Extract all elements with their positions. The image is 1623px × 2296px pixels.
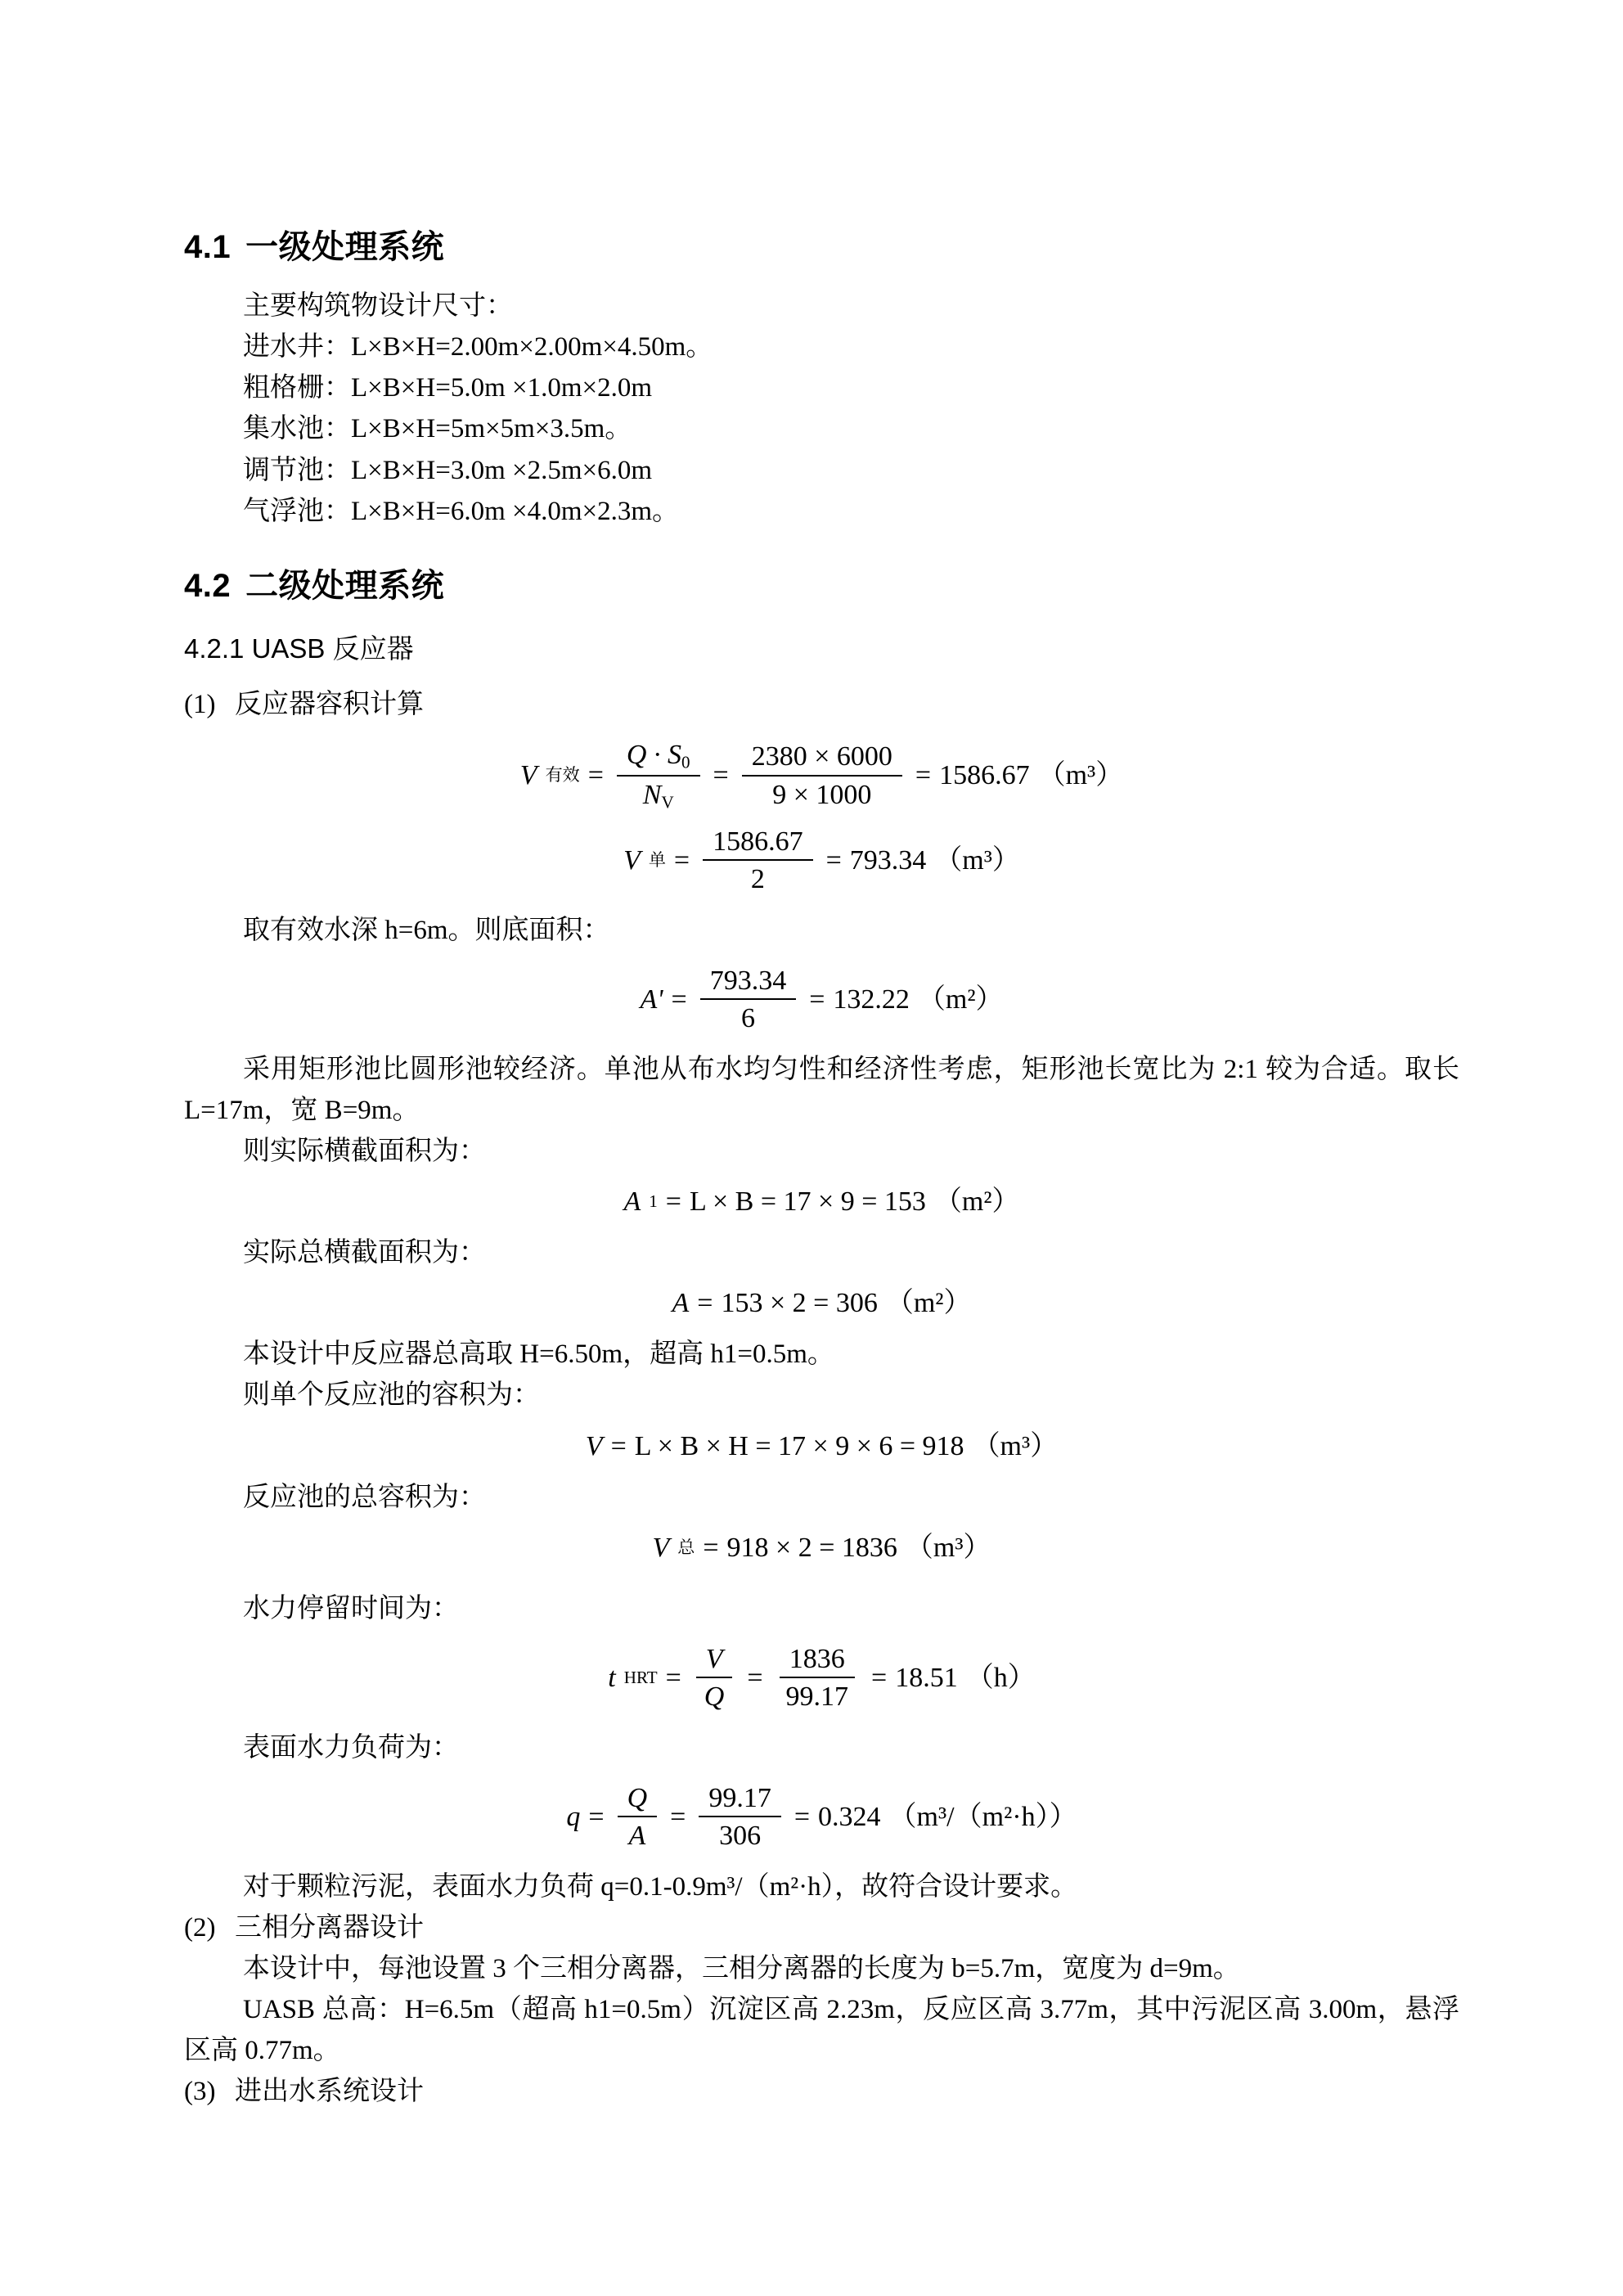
heading-section-4-2 — [184, 560, 1459, 606]
eq1-fraction-1 — [617, 740, 700, 812]
item-3-label: (3) — [184, 2077, 216, 2107]
equation-5: A = 153 × 2 = 306 （m²） — [672, 1288, 972, 1319]
eq6-lhs: V — [585, 1430, 603, 1461]
spec-line-3: 集水池：L×B×H=5m×5m×3.5m。 — [243, 414, 632, 444]
eq1-lhs: V — [519, 760, 537, 791]
eq1-result: 1586.67 — [939, 760, 1030, 791]
eq2-fraction — [703, 826, 813, 895]
eq5-expr: 153 × 2 = 306 — [721, 1288, 878, 1319]
eq9-den1: A — [628, 1821, 646, 1852]
eq3-result: 132.22 — [833, 984, 910, 1015]
para-cross-section: 则实际横截面积为： — [243, 1137, 486, 1166]
para-uasb-height: UASB 总高：H=6.5m（超高 h1=0.5m）沉淀区高 2.23m，反应区高 3.77m，其中污泥区高 3.00m，悬浮区高 0.77m。 — [184, 1995, 1459, 2066]
eq7-lhs: V — [652, 1532, 670, 1563]
item-1-text: 反应器容积计算 — [235, 689, 424, 719]
eq8-lhs: t — [608, 1663, 616, 1694]
spec-line-2: 粗格栅：L×B×H=5.0m ×1.0m×2.0m — [243, 373, 653, 403]
eq1-fraction-2 — [742, 741, 902, 810]
spec-line-1: 进水井：L×B×H=2.00m×2.00m×4.50m。 — [243, 332, 713, 362]
eq9-result: 0.324 — [818, 1802, 881, 1833]
eq4-lhs-sub: 1 — [649, 1191, 658, 1212]
para-hrt: 水力停留时间为： — [243, 1593, 459, 1623]
para-separator-design: 本设计中，每池设置 3 个三相分离器，三相分离器的长度为 b=5.7m，宽度为 d=9m。 — [243, 1953, 1240, 1983]
eq1-den1: N — [642, 779, 662, 810]
eq3-fraction — [700, 966, 797, 1034]
item-3-text: 进出水系统设计 — [235, 2077, 424, 2107]
spec-line-4: 调节池：L×B×H=3.0m ×2.5m×6.0m — [243, 455, 653, 485]
eq1-num1: Q · S — [626, 740, 681, 771]
item-1-label: (1) — [184, 689, 216, 719]
heading-text: 一级处理系统 — [245, 229, 445, 265]
para-total-cross-section: 实际总横截面积为： — [243, 1238, 486, 1268]
eq7-expr: 918 × 2 = 1836 — [726, 1532, 897, 1563]
heading-number: 4.1 — [184, 229, 232, 265]
equation-8: t HRT = $\frac{V}{Q}$ = $\frac{1836}{99.17}$ = 18.51 （h） — [608, 1643, 1036, 1713]
eq9-unit: （m³/（m²·h）） — [888, 1802, 1077, 1833]
equation-3: A' = $\frac{793.34}{6}$ = 132.22 （m²） — [640, 965, 1004, 1034]
para-rect-tank: 采用矩形池比圆形池较经济。单池从布水均匀性和经济性考虑，矩形池长宽比为 2:1 较为合适。取长 L=17m，宽 B=9m。 — [184, 1054, 1459, 1125]
equation-1: V 有效 = $\frac{Q \cdot S_0}{N_V}$ = $\frac{2380 \times 6000}{9 \times 1000}$ = 1586.67 （m³） — [519, 740, 1124, 812]
eq9-num1: Q — [618, 1783, 658, 1817]
eq2-lhs-sub: 单 — [648, 850, 666, 871]
eq3-num: 793.34 — [700, 966, 797, 1000]
equation-7: V 总 = 918 × 2 = 1836 （m³） — [652, 1532, 991, 1563]
eq8-unit: （h） — [965, 1663, 1036, 1694]
spec-line-5: 气浮池：L×B×H=6.0m ×4.0m×2.3m。 — [243, 496, 680, 526]
eq2-lhs: V — [623, 845, 641, 876]
equation-6: V = L × B × H = 17 × 9 × 6 = 918 （m³） — [585, 1430, 1059, 1461]
eq3-lhs: A' — [640, 984, 663, 1015]
eq6-expr: L × B × H = 17 × 9 × 6 = 918 — [634, 1430, 964, 1461]
para-effective-depth: 取有效水深 h=6m。则底面积： — [243, 915, 610, 945]
eq9-num2: 99.17 — [699, 1783, 781, 1817]
eq4-lhs: A — [623, 1186, 641, 1218]
item-2-label: (2) — [184, 1912, 216, 1943]
eq2-result: 793.34 — [849, 845, 927, 876]
item-2-text: 三相分离器设计 — [235, 1912, 424, 1943]
eq5-unit: （m²） — [885, 1288, 972, 1319]
eq8-den2: 99.17 — [785, 1681, 849, 1713]
eq1-den2: 9 × 1000 — [772, 779, 872, 810]
eq1-den1-sub: V — [661, 791, 674, 812]
subheading-4-2-1: 4.2.1 UASB 反应器 — [184, 633, 414, 664]
eq9-fraction-2 — [699, 1783, 781, 1852]
eq8-fraction-1 — [695, 1644, 735, 1713]
eq8-result: 18.51 — [895, 1663, 958, 1694]
eq1-lhs-sub: 有效 — [545, 765, 580, 786]
eq2-num: 1586.67 — [703, 826, 813, 861]
eq9-den2: 306 — [719, 1821, 762, 1852]
heading-number: 4.2 — [184, 567, 232, 604]
eq5-lhs: A — [672, 1288, 690, 1319]
equation-9: q = $\frac{Q}{A}$ = $\frac{99.17}{306}$ = 0.324 （m³/（m²·h）） — [566, 1782, 1077, 1852]
eq1-num1-sub: 0 — [681, 752, 690, 772]
eq3-unit: （m²） — [917, 984, 1004, 1015]
item-1 — [184, 684, 1459, 725]
para-total-volume: 反应池的总容积为： — [243, 1482, 486, 1512]
eq7-unit: （m³） — [905, 1532, 991, 1563]
eq6-unit: （m³） — [972, 1430, 1059, 1461]
item-2 — [184, 1907, 1459, 1948]
eq1-unit: （m³） — [1037, 760, 1124, 791]
eq2-den: 2 — [750, 864, 765, 895]
eq7-lhs-sub: 总 — [677, 1537, 695, 1557]
heading-section-4-1 — [184, 221, 1459, 268]
eq8-lhs-sub: HRT — [623, 1668, 658, 1688]
spec-line-0: 主要构筑物设计尺寸： — [243, 291, 513, 321]
para-single-volume: 则单个反应池的容积为： — [243, 1380, 540, 1411]
eq8-den1: Q — [704, 1681, 725, 1713]
equation-2: V 单 = $\frac{1586.67}{2}$ = 793.34 （m³） — [623, 826, 1020, 895]
eq9-lhs: q — [566, 1802, 581, 1833]
eq8-fraction-2 — [776, 1644, 859, 1713]
para-granular-sludge: 对于颗粒污泥，表面水力负荷 q=0.1-0.9m³/（m²·h），故符合设计要求。 — [243, 1871, 1078, 1902]
eq9-fraction-1 — [618, 1783, 658, 1852]
heading-text: 二级处理系统 — [245, 567, 445, 604]
eq2-unit: （m³） — [934, 845, 1020, 876]
para-surface-load: 表面水力负荷为： — [243, 1732, 459, 1763]
item-3 — [184, 2071, 1459, 2112]
eq3-den: 6 — [740, 1003, 755, 1034]
eq4-unit: （m²） — [933, 1186, 1020, 1218]
eq8-num2: 1836 — [780, 1644, 855, 1678]
eq4-expr: L × B = 17 × 9 = 153 — [689, 1186, 926, 1218]
eq1-num2: 2380 × 6000 — [742, 741, 902, 776]
eq8-num1: V — [696, 1644, 733, 1678]
equation-4: A 1 = L × B = 17 × 9 = 153 （m²） — [623, 1186, 1020, 1218]
para-total-height: 本设计中反应器总高取 H=6.50m，超高 h1=0.5m。 — [243, 1339, 834, 1370]
